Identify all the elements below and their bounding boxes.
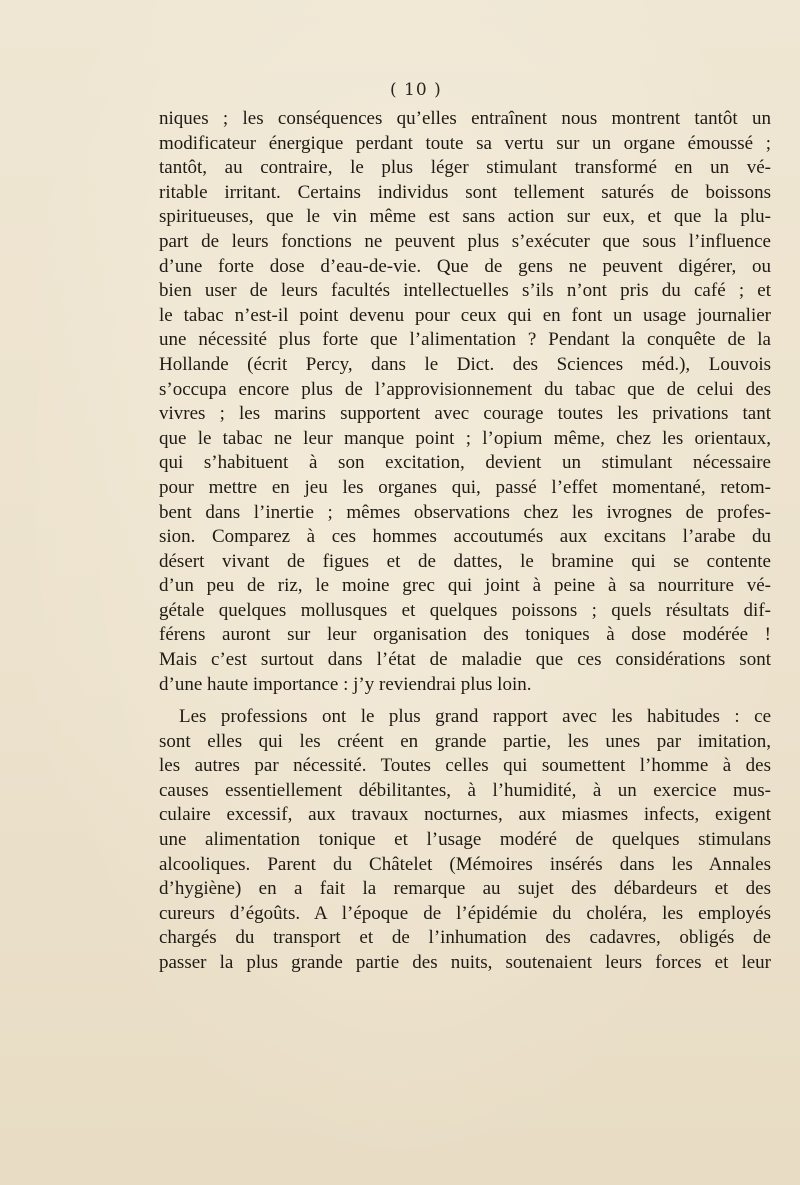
text-line: vivres ; les marins supportent avec courage toutes les privations tant (159, 403, 771, 425)
text-line: ritable irritant. Certains individus sont tellement saturés de boissons (159, 181, 771, 203)
text-line: que le tabac ne leur manque point ; l’opium même, chez les orientaux, (159, 427, 771, 449)
text-line: alcooliques. Parent du Châtelet (Mémoires insérés dans les Annales (159, 853, 771, 875)
text-line: le tabac n’est-il point devenu pour ceux qui en font un usage journalier (159, 304, 771, 326)
text-line: culaire excessif, aux travaux nocturnes, aux miasmes infects, exigent (159, 804, 771, 826)
text-line: modificateur énergique perdant toute sa vertu sur un organe émoussé ; (159, 132, 771, 154)
text-line: cureurs d’égoûts. A l’époque de l’épidémie du choléra, les employés (159, 902, 771, 924)
text-line: causes essentiellement débilitantes, à l’humidité, à un exercice mus- (159, 779, 771, 801)
text-line: sion. Comparez à ces hommes accoutumés aux excitans l’arabe du (159, 526, 771, 548)
text-line: Les professions ont le plus grand rapport avec les habitudes : ce (179, 706, 771, 727)
paragraph-2 (159, 705, 771, 976)
text-line: passer la plus grande partie des nuits, soutenaient leurs forces et leur (159, 951, 771, 973)
text-line: chargés du transport et de l’inhumation des cadavres, obligés de (159, 927, 771, 949)
text-line: une nécessité plus forte que l’alimentation ? Pendant la conquête de la (159, 329, 771, 351)
text-line: qui s’habituent à son excitation, devient un stimulant nécessaire (159, 452, 771, 474)
text-line: une alimentation tonique et l’usage modéré de quelques stimulans (159, 828, 771, 850)
text-line: part de leurs fonctions ne peuvent plus s’exécuter que sous l’influence (159, 230, 771, 252)
text-line: bent dans l’inertie ; mêmes observations chez les ivrognes de profes- (159, 501, 771, 523)
text-line: désert vivant de figues et de dattes, le bramine qui se contente (159, 550, 771, 572)
text-line: d’hygiène) en a fait la remarque au sujet des débardeurs et des (159, 878, 771, 900)
text-line: s’occupa encore plus de l’approvisionnement du tabac que de celui des (159, 378, 771, 400)
text-line: spiritueuses, que le vin même est sans action sur eux, et que la plu- (159, 206, 771, 228)
text-line: d’une forte dose d’eau-de-vie. Que de gens ne peuvent digérer, ou (159, 255, 771, 277)
text-line: sont elles qui les créent en grande partie, les unes par imitation, (159, 730, 771, 752)
text-line: Mais c’est surtout dans l’état de maladie que ces considérations sont (159, 649, 771, 671)
text-line: Hollande (écrit Percy, dans le Dict. des Sciences méd.), Louvois (159, 353, 771, 375)
paragraph-1 (159, 107, 771, 697)
text-line: tantôt, au contraire, le plus léger stimulant transformé en un vé- (159, 157, 771, 179)
text-line: les autres par nécessité. Toutes celles qui soumettent l’homme à des (159, 755, 771, 777)
text-line: d’une haute importance : j’y reviendrai plus loin. (159, 673, 532, 695)
page-number: ( 10 ) (390, 80, 442, 100)
text-line: pour mettre en jeu les organes qui, passé l’effet momentané, retom- (159, 476, 771, 498)
text-line: bien user de leurs facultés intellectuelles s’ils n’ont pris du café ; et (159, 280, 771, 302)
text-line: férens auront sur leur organisation des toniques à dose modérée ! (159, 624, 771, 646)
text-line: gétale quelques mollusques et quelques poissons ; quels résultats dif- (159, 599, 771, 621)
text-line: d’un peu de riz, le moine grec qui joint à peine à sa nourriture vé- (159, 575, 771, 597)
text-line: niques ; les conséquences qu’elles entraînent nous montrent tantôt un (159, 108, 771, 129)
